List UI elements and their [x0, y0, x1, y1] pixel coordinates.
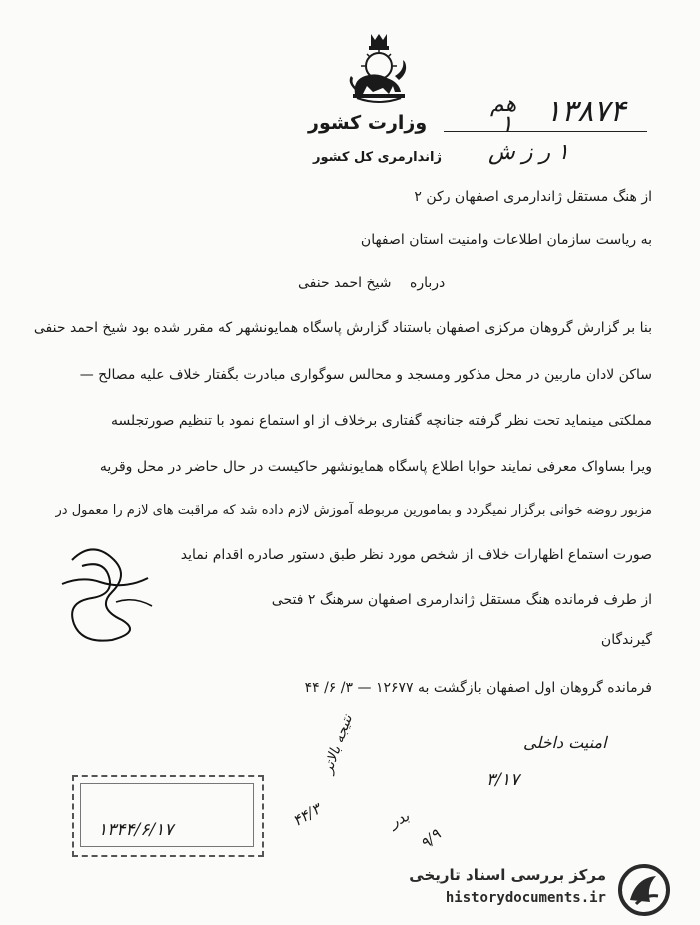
- subject-label: درباره: [410, 275, 446, 291]
- letter-number-prefix: هم: [490, 92, 517, 117]
- body-line: مملکتی مینماید تحت نظر گرفته جنانچه گفتاری برخلاف از او استماع نمود با تنظیم صورتجلسه: [110, 413, 652, 429]
- handwritten-code: ۱ ر ز ش: [488, 140, 569, 165]
- subject-value: شیخ احمد حنفی: [298, 275, 392, 291]
- recipients-label: گیرندگان: [600, 632, 652, 648]
- watermark-title: مرکز بررسی اسناد تاریخی: [409, 866, 606, 884]
- handwritten-note: ۴۴/۳: [289, 799, 324, 831]
- stamp-date: ۱۳۴۴/۶/۱۷: [98, 820, 174, 840]
- handwritten-note: بدر: [387, 806, 413, 832]
- handwritten-note: نتیجه بالاتر: [320, 712, 356, 776]
- body-line: بنا بر گزارش گروهان مرکزی اصفهان باستناد گزارش پاسگاه همایونشهر که مقرر شده بود شیخ احمد حنفی: [33, 320, 652, 336]
- letter-number-suffix: ۱: [500, 110, 513, 138]
- annotation-date: ۳/۱۷: [486, 770, 520, 790]
- handwritten-signature: [52, 540, 162, 650]
- to-line: به ریاست سازمان اطلاعات وامنیت استان اصفهان: [360, 232, 652, 248]
- body-line: مزبور روضه خوانی برگزار نمیگردد و بمامورین مربوطه آموزش لازم داده شد که مراقبت های لازم را معمول در: [55, 503, 652, 518]
- header-underline: [444, 131, 647, 132]
- body-line: ساکن لادان ماربین در محل مذکور ومسجد و محالس سوگواری مبادرت بگفتار خلاف علیه مصالح —: [79, 367, 652, 383]
- recipient-line: فرمانده گروهان اول اصفهان بازگشت به ۱۲۶۷۷ — ۳/ ۶/ ۴۴: [304, 680, 652, 696]
- lion-and-sun-emblem: [343, 32, 413, 110]
- signature-line: از طرف فرمانده هنگ مستقل ژاندارمری اصفهان سرهنگ ۲ فتحی: [271, 592, 652, 608]
- body-line: ویرا بساواک معرفی نمایند حوابا اطلاع پاسگاه همایونشهر حاکیست در حال حاضر در محل وقریه: [99, 459, 652, 475]
- security-note: امنیت داخلی: [523, 733, 607, 752]
- from-line: از هنگ مستقل ژاندارمری اصفهان رکن ۲: [414, 189, 652, 205]
- handwritten-note: ۹/۹: [416, 825, 445, 853]
- body-line: صورت استماع اظهارات خلاف از شخص مورد نظر طبق دستور صادره اقدام نماید: [180, 547, 652, 563]
- ministry-title: وزارت کشور: [308, 112, 428, 134]
- watermark-url: historydocuments.ir: [445, 890, 606, 906]
- department-title: ژاندارمری کل کشور: [313, 150, 442, 165]
- watermark-logo-icon: [616, 864, 672, 916]
- watermark: [390, 862, 680, 917]
- letter-number: ۱۳۸۷۴: [545, 94, 626, 129]
